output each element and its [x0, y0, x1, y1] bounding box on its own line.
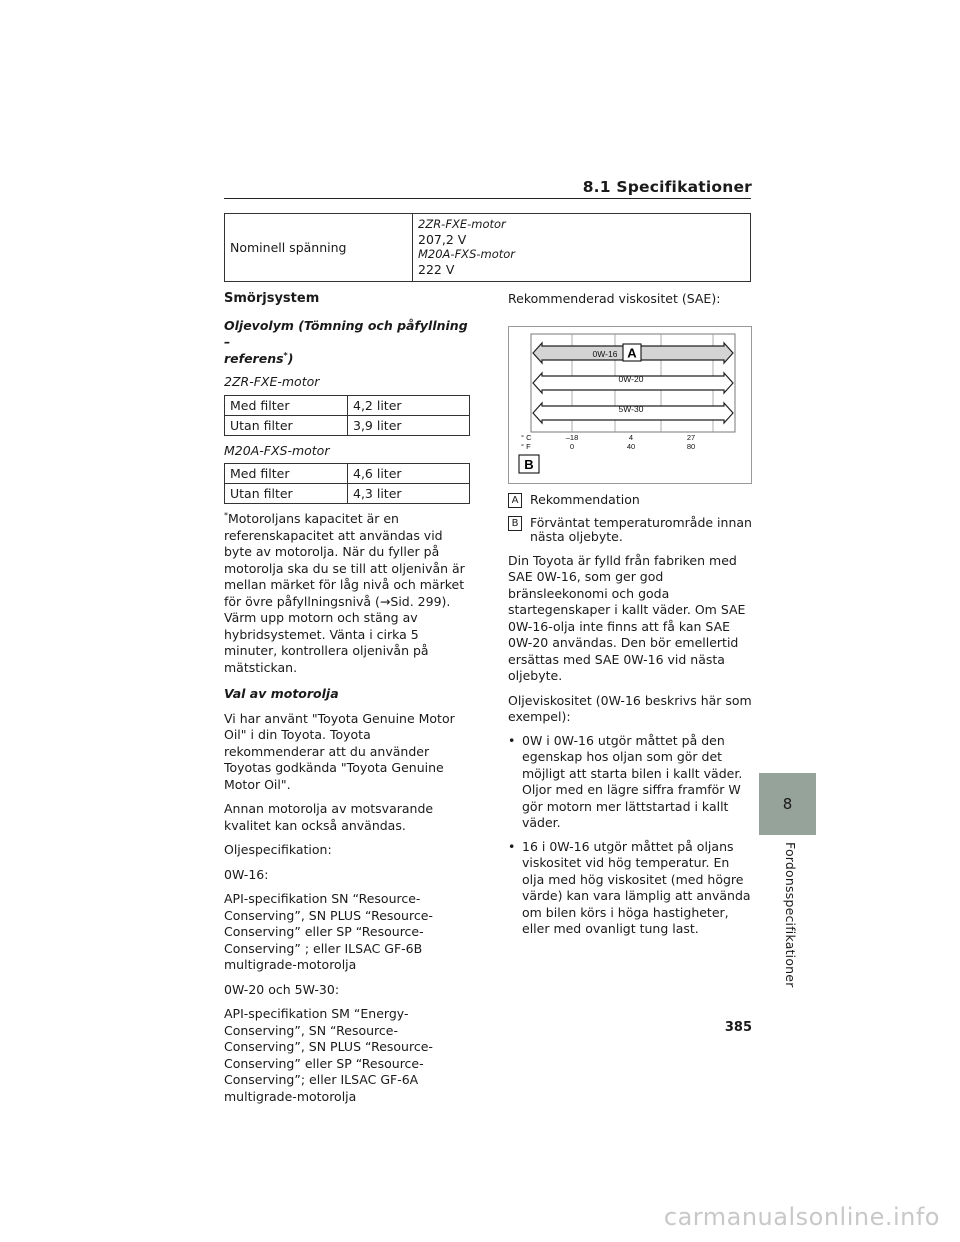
right-column: [508, 492, 752, 938]
paragraph: API-specifikation SM “Energy-Conserving”, SN “Resource-Conserving”, SN PLUS “Resource-Conserving” eller SP “Resource-Conserving”; eller ILSAC GF-6A multigrade-motorolja: [224, 1006, 433, 1104]
tick-label-fahrenheit: 40: [626, 442, 636, 451]
oil-volume-heading-end: ): [287, 350, 294, 366]
page-number: 385: [724, 1020, 752, 1035]
oil-volume-heading: [224, 318, 472, 368]
bar-label: 0W-20: [618, 374, 644, 384]
voltage-label: Nominell spänning: [225, 214, 413, 282]
legend-b: [508, 516, 752, 544]
voltage-values: [413, 214, 751, 282]
oil-volume-table-2zr: [224, 395, 470, 436]
oil-volume-footnote-mark: *: [283, 350, 288, 360]
voltage-engine1: 2ZR-FXE-motor: [418, 217, 506, 231]
section-header: 8.1 Specifikationer: [582, 178, 752, 196]
bar-label: 5W-30: [618, 404, 644, 414]
unit-fahrenheit: ° F: [521, 442, 531, 451]
viscosity-chart: [508, 326, 752, 484]
paragraph: 0W-16:: [224, 866, 269, 882]
tick-label-fahrenheit: 80: [686, 442, 696, 451]
paragraph: Din Toyota är fylld från fabriken med SAE 0W-16, som ger god bränsleekonomi och goda startegenskaper i kallt väder. Om SAE 0W-16-olja inte finns att få kan SAE 0W-20 användas. Den bör emellertid ersättas med SAE 0W-16 vid nästa oljebyte.: [508, 552, 746, 683]
viscosity-heading: Rekommenderad viskositet (SAE):: [508, 291, 721, 306]
left-column: [224, 291, 472, 1105]
chapter-number: 8: [782, 795, 793, 813]
paragraph: Annan motorolja av motsvarande kvalitet kan också användas.: [224, 801, 434, 833]
bullet-dot: •: [508, 838, 516, 854]
lubrication-heading: Smörjsystem: [224, 291, 320, 306]
viscosity-chart-svg: [509, 327, 751, 483]
bullet-text: 16 i 0W-16 utgör måttet på oljans viskositet vid hög temperatur. En olja med hög viskositet (med högre värde) kan vara lämplig att använda om bilen körs i höga hastigheter, eller med ovanligt tung last.: [522, 838, 751, 936]
table-cell: Med filter: [225, 464, 348, 484]
tick-label-fahrenheit: 0: [569, 442, 575, 451]
legend-a-badge: A: [508, 493, 522, 508]
paragraph: Vi har använt "Toyota Genuine Motor Oil" i din Toyota. Toyota rekommenderar att du använder Toyotas godkända "Toyota Genuine Motor Oil".: [224, 710, 455, 792]
badge-a-text: A: [627, 345, 637, 361]
tick-label-celsius: –18: [565, 433, 579, 442]
voltage-value2: 222 V: [418, 262, 455, 277]
voltage-value1: 207,2 V: [418, 232, 467, 247]
oil-volume-table-m20a: [224, 463, 470, 504]
chart-heading-block: [508, 291, 752, 308]
footnote-mark: *: [224, 510, 228, 520]
legend-b-badge: B: [508, 516, 522, 531]
bullet-dot: •: [508, 732, 516, 748]
chapter-label: Fordonsspecifikationer: [783, 842, 798, 988]
tick-label-celsius: 27: [686, 433, 696, 442]
legend-a: [508, 492, 752, 509]
oil-volume-heading-line2: referens: [224, 350, 284, 366]
table-cell: 4,2 liter: [348, 395, 470, 415]
table-cell: 4,6 liter: [348, 464, 470, 484]
header-rule: [224, 198, 751, 199]
table-cell: Med filter: [225, 395, 348, 415]
paragraph: Oljeviskositet (0W-16 beskrivs här som exempel):: [508, 692, 752, 724]
badge-b-text: B: [524, 457, 534, 472]
engine2-label: M20A-FXS-motor: [224, 442, 330, 458]
bullet-text: 0W i 0W-16 utgör måttet på den egenskap hos oljan som gör det möjligt att starta bilen i kallt väder. Oljor med en lägre siffra framför W gör motorn mer lättstartad i kallt väder.: [522, 732, 743, 830]
table-cell: Utan filter: [225, 484, 348, 504]
oil-choice-heading: Val av motorolja: [224, 686, 339, 701]
table-row: [225, 464, 470, 484]
table-row: [225, 415, 470, 435]
paragraph: 0W-20 och 5W-30:: [224, 981, 340, 997]
nominal-voltage-table: [224, 213, 751, 282]
unit-celsius: ° C: [521, 433, 532, 442]
table-cell: Utan filter: [225, 415, 348, 435]
engine1-label: 2ZR-FXE-motor: [224, 374, 320, 389]
table-row: [225, 395, 470, 415]
list-item: [508, 839, 752, 938]
list-item: [508, 733, 752, 832]
tick-label-celsius: 4: [628, 433, 634, 442]
legend-b-text: Förväntat temperaturområde innan nästa oljebyte.: [530, 514, 752, 544]
bar-label: 0W-16: [592, 349, 618, 359]
footnote-text: Motoroljans kapacitet är en referenskapacitet att användas vid byte av motorolja. När du fyller på motorolja ska du se till att oljenivån är mellan märket för låg nivå och märket för övre påfyllningsnivå (→Sid. 299). Värm upp motorn och stäng av hybridsystemet. Vänta i cirka 5 minuter, kontrollera oljenivån på mätstickan.: [224, 511, 465, 675]
paragraph: API-specifikation SN “Resource-Conserving”, SN PLUS “Resource-Conserving” eller SP “Resource-Conserving” ; eller ILSAC GF-6B multigrade-motorolja: [224, 891, 433, 972]
oil-volume-heading-line1: Oljevolym (Tömning och påfyllning –: [224, 317, 468, 349]
voltage-engine2: M20A-FXS-motor: [418, 247, 516, 261]
table-cell: 3,9 liter: [348, 415, 470, 435]
table-cell: 4,3 liter: [348, 484, 470, 504]
watermark: carmanualsonline.info: [663, 1203, 940, 1231]
paragraph: Oljespecifikation:: [224, 842, 332, 857]
table-row: [225, 484, 470, 504]
bullet-list: [508, 733, 752, 938]
footnote: [224, 511, 472, 676]
legend-a-text: Rekommendation: [530, 492, 640, 507]
